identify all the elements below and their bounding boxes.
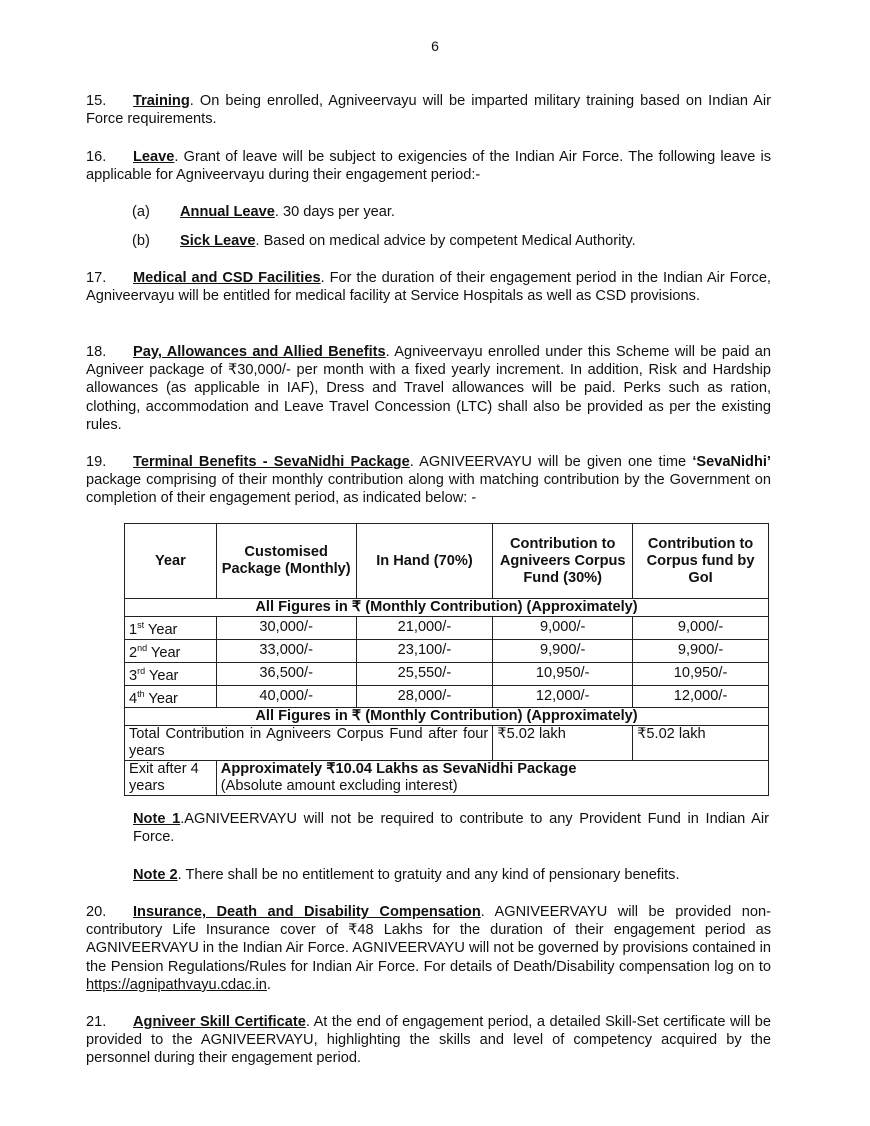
para-heading: Leave [133, 149, 175, 165]
goi-cell: 12,000/- [633, 685, 769, 708]
figures-note: All Figures in ₹ (Monthly Contribution) (Approximately) [125, 599, 769, 617]
para-heading: Medical and CSD Facilities [133, 270, 321, 286]
paragraph-20 [86, 903, 771, 994]
para-number: 16. [86, 149, 107, 165]
para-number: 17. [86, 270, 107, 286]
figures-note: All Figures in ₹ (Monthly Contribution) (Approximately) [125, 708, 769, 726]
item-label: (a) [132, 204, 150, 220]
para-text: . Grant of leave will be subject to exigencies of the Indian Air Force. The following leave is applicable for Agniveervayu during their engagement period:- [86, 149, 771, 184]
header-package: Customised Package (Monthly) [216, 524, 356, 599]
para-end: . [266, 976, 271, 993]
para-text: package comprising of their monthly contribution along with matching contribution by the Government on completion of their engagement period, as indicated below: - [86, 472, 771, 507]
para-number: 15. [86, 93, 107, 109]
table-header-row [125, 524, 769, 599]
paragraph-19 [86, 453, 771, 508]
goi-cell: 10,950/- [633, 662, 769, 685]
package-cell: 36,500/- [216, 662, 356, 685]
total-corpus: ₹5.02 lakh [493, 726, 633, 761]
para-heading: Terminal Benefits - SevaNidhi Package [133, 454, 410, 470]
para-heading: Training [133, 93, 190, 109]
paragraph-17 [86, 269, 771, 305]
exit-note: (Absolute amount excluding interest) [220, 778, 458, 795]
year-cell: 1st Year [125, 617, 217, 640]
item-heading: Annual Leave [180, 204, 275, 220]
year-cell: 2nd Year [125, 639, 217, 662]
total-goi: ₹5.02 lakh [633, 726, 769, 761]
header-goi: Contribution to Corpus fund by GoI [633, 524, 769, 599]
in-hand-cell: 25,550/- [356, 662, 493, 685]
item-heading: Sick Leave [180, 233, 256, 249]
note-text: . There shall be no entitlement to gratuity and any kind of pensionary benefits. [177, 867, 680, 883]
table-row [125, 639, 769, 662]
total-row [125, 726, 769, 761]
item-label: (b) [132, 233, 150, 249]
header-year: Year [125, 524, 217, 599]
table-row [125, 685, 769, 708]
header-corpus: Contribution to Agniveers Corpus Fund (30%) [493, 524, 633, 599]
corpus-cell: 9,000/- [493, 617, 633, 640]
in-hand-cell: 21,000/- [356, 617, 493, 640]
para-text: . On being enrolled, Agniveervayu will be imparted military training based on Indian Air Force requirements. [86, 93, 771, 128]
para-text: . AGNIVEERVAYU will be provided non-contributory Life Insurance cover of ₹48 Lakhs for the duration of their engagement period as AGNIVEERVAYU in the Indian Air Force. AGNIVEERVAYU will not be governed by provisions contained in the Pension Regulations/Rules for Indian Air Force. For details of Death/Disability compensation log on to [86, 904, 771, 975]
corpus-cell: 10,950/- [493, 662, 633, 685]
year-cell: 4th Year [125, 685, 217, 708]
item-text: . 30 days per year. [274, 204, 395, 220]
paragraph-21 [86, 1013, 771, 1068]
package-cell: 40,000/- [216, 685, 356, 708]
note-label: Note 2 [133, 867, 178, 883]
leave-item-sick [132, 232, 636, 250]
corpus-cell: 12,000/- [493, 685, 633, 708]
item-text: . Based on medical advice by competent Medical Authority. [255, 233, 636, 249]
para-number: 21. [86, 1014, 107, 1030]
paragraph-16 [86, 148, 771, 184]
table-row [125, 617, 769, 640]
in-hand-cell: 28,000/- [356, 685, 493, 708]
para-number: 20. [86, 904, 107, 920]
note-2 [133, 866, 769, 884]
para-text: . Agniveervayu enrolled under this Scheme will be paid an Agniveer package of ₹30,000/- per month with a fixed yearly increment. In addition, Risk and Hardship allowances (as applicable in IAF), Dress and Travel allowances will be paid. Perks such as ration, clothing, accommodation and Leave Travel Concession (LTC) shall also be provided as per the existing rules. [86, 344, 771, 433]
paragraph-18 [86, 343, 771, 434]
header-in-hand: In Hand (70%) [356, 524, 493, 599]
exit-label: Exit after 4 years [125, 761, 217, 796]
note-1 [133, 810, 769, 846]
in-hand-cell: 23,100/- [356, 639, 493, 662]
page-number: 6 [431, 38, 439, 54]
para-text: . AGNIVEERVAYU will be given one time [409, 454, 693, 470]
sevanidhi-table [124, 523, 769, 796]
corpus-cell: 9,900/- [493, 639, 633, 662]
total-label: Total Contribution in Agniveers Corpus Fund after four years [125, 726, 493, 761]
para-heading: Agniveer Skill Certificate [133, 1014, 306, 1030]
exit-value-cell [216, 761, 768, 796]
para-heading: Insurance, Death and Disability Compensation [133, 904, 481, 920]
para-heading: Pay, Allowances and Allied Benefits [133, 344, 386, 360]
exit-value: Approximately ₹10.04 Lakhs as SevaNidhi Package [220, 761, 577, 778]
package-cell: 30,000/- [216, 617, 356, 640]
goi-cell: 9,900/- [633, 639, 769, 662]
note-label: Note 1 [133, 811, 181, 827]
exit-row [125, 761, 769, 796]
package-cell: 33,000/- [216, 639, 356, 662]
paragraph-15 [86, 92, 771, 128]
table-row [125, 662, 769, 685]
para-text: . At the end of engagement period, a detailed Skill-Set certificate will be provided to the AGNIVEERVAYU, highlighting the skills and level of competency acquired by the personnel during their engagement period. [86, 1014, 771, 1067]
para-number: 18. [86, 344, 107, 360]
para-text: . For the duration of their engagement period in the Indian Air Force, Agniveervayu will be entitled for medical facility at Service Hospitals as well as CSD provisions. [86, 270, 771, 305]
note-text: .AGNIVEERVAYU will not be required to contribute to any Provident Fund in Indian Air Force. [133, 811, 769, 846]
goi-cell: 9,000/- [633, 617, 769, 640]
leave-item-annual [132, 203, 395, 221]
year-cell: 3rd Year [125, 662, 217, 685]
sevanidhi-term: ‘SevaNidhi’ [692, 454, 771, 470]
para-number: 19. [86, 454, 107, 470]
agnipath-link[interactable]: https://agnipathvayu.cdac.in [86, 976, 267, 993]
